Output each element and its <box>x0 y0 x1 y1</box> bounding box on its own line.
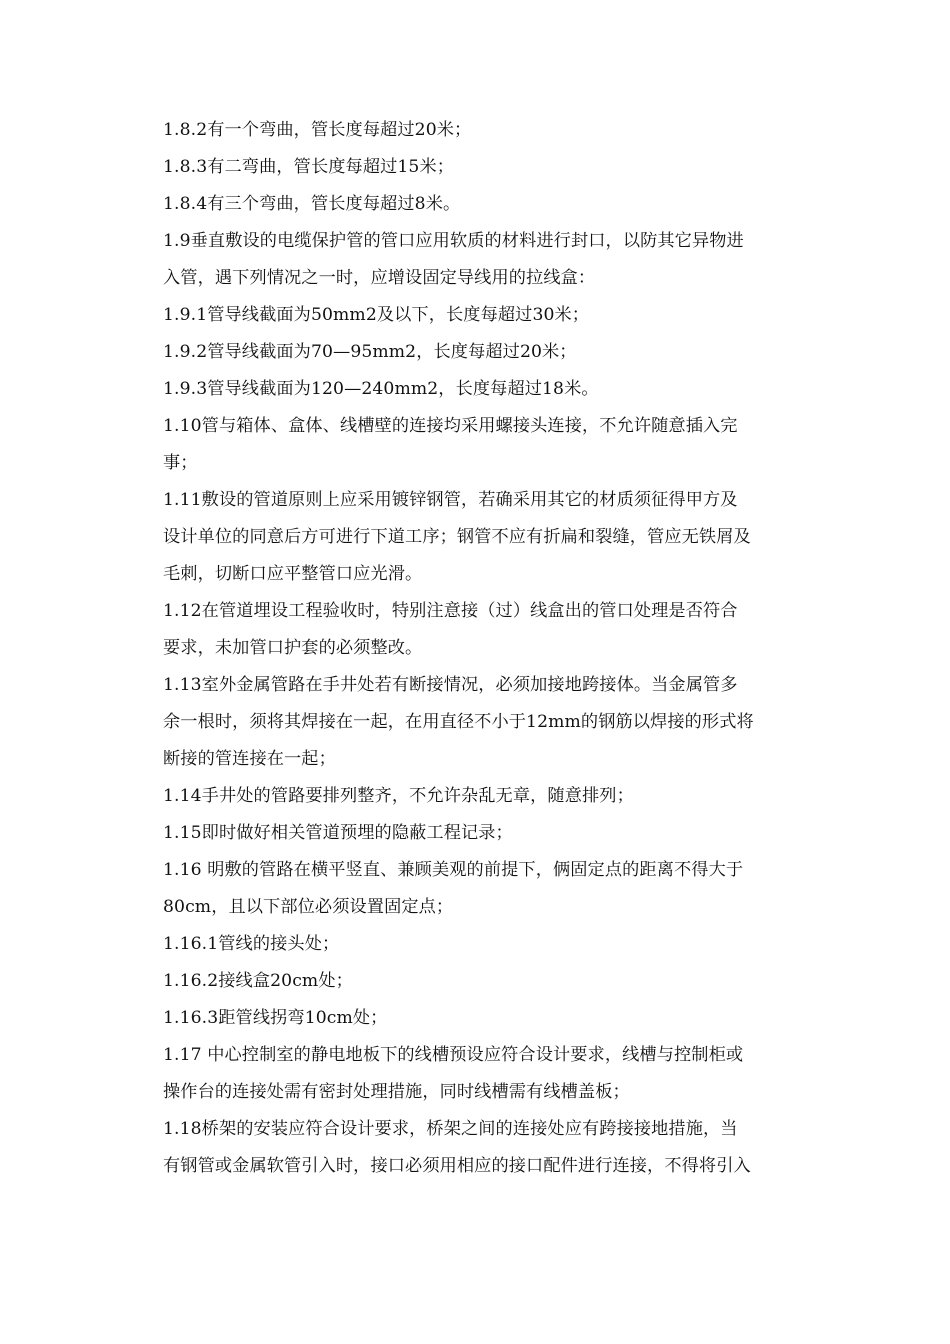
text-line: 有钢管或金属软管引入时，接口必须用相应的接口配件进行连接，不得将引入 <box>163 1156 751 1176</box>
text-line: 1.12在管道埋设工程验收时，特别注意接（过）线盒出的管口处理是否符合 <box>163 601 738 621</box>
text-line: 1.13室外金属管路在手井处若有断接情况，必须加接地跨接体。当金属管多 <box>163 675 738 695</box>
text-line: 1.16.2接线盒20cm处； <box>163 971 353 991</box>
text-line: 1.8.2有一个弯曲，管长度每超过20米； <box>163 120 472 140</box>
text-line: 80cm，且以下部位必须设置固定点； <box>163 897 454 917</box>
text-line: 事； <box>163 453 198 473</box>
text-line: 1.16 明敷的管路在横平竖直、兼顾美观的前提下，俩固定点的距离不得大于 <box>163 860 744 880</box>
text-line: 1.17 中心控制室的静电地板下的线槽预设应符合设计要求，线槽与控制柜或 <box>163 1045 744 1065</box>
text-line: 1.11敷设的管道原则上应采用镀锌钢管，若确采用其它的材质须征得甲方及 <box>163 490 738 510</box>
text-line: 1.9垂直敷设的电缆保护管的管口应用软质的材料进行封口，以防其它异物进 <box>163 231 744 251</box>
text-line: 操作台的连接处需有密封处理措施，同时线槽需有线槽盖板； <box>163 1082 630 1102</box>
text-line: 断接的管连接在一起； <box>163 749 336 769</box>
text-line: 1.14手井处的管路要排列整齐，不允许杂乱无章，随意排列； <box>163 786 634 806</box>
text-line: 入管，遇下列情况之一时，应增设固定导线用的拉线盒： <box>163 268 596 288</box>
document-body <box>163 112 828 1185</box>
text-line: 1.16.3距管线拐弯10cm处； <box>163 1008 388 1028</box>
text-line: 要求，未加管口护套的必须整改。 <box>163 638 423 658</box>
text-line: 1.18桥架的安装应符合设计要求，桥架之间的连接处应有跨接接地措施，当 <box>163 1119 738 1139</box>
text-line: 1.8.4有三个弯曲，管长度每超过8米。 <box>163 194 461 214</box>
text-line: 1.15即时做好相关管道预埋的隐蔽工程记录； <box>163 823 513 843</box>
text-line: 1.10管与箱体、盒体、线槽壁的连接均采用螺接头连接，不允许随意插入完 <box>163 416 738 436</box>
text-line: 1.16.1管线的接头处； <box>163 934 340 954</box>
text-line: 毛刺，切断口应平整管口应光滑。 <box>163 564 423 584</box>
text-line: 1.9.1管导线截面为50mm2及以下，长度每超过30米； <box>163 305 590 325</box>
text-line: 设计单位的同意后方可进行下道工序；钢管不应有折扁和裂缝，管应无铁屑及 <box>163 527 751 547</box>
text-line: 1.8.3有二弯曲，管长度每超过15米； <box>163 157 455 177</box>
text-line: 1.9.2管导线截面为70—95mm2，长度每超过20米； <box>163 342 577 362</box>
text-line: 余一根时，须将其焊接在一起，在用直径不小于12mm的钢筋以焊接的形式将 <box>163 712 754 732</box>
text-line: 1.9.3管导线截面为120—240mm2，长度每超过18米。 <box>163 379 599 399</box>
